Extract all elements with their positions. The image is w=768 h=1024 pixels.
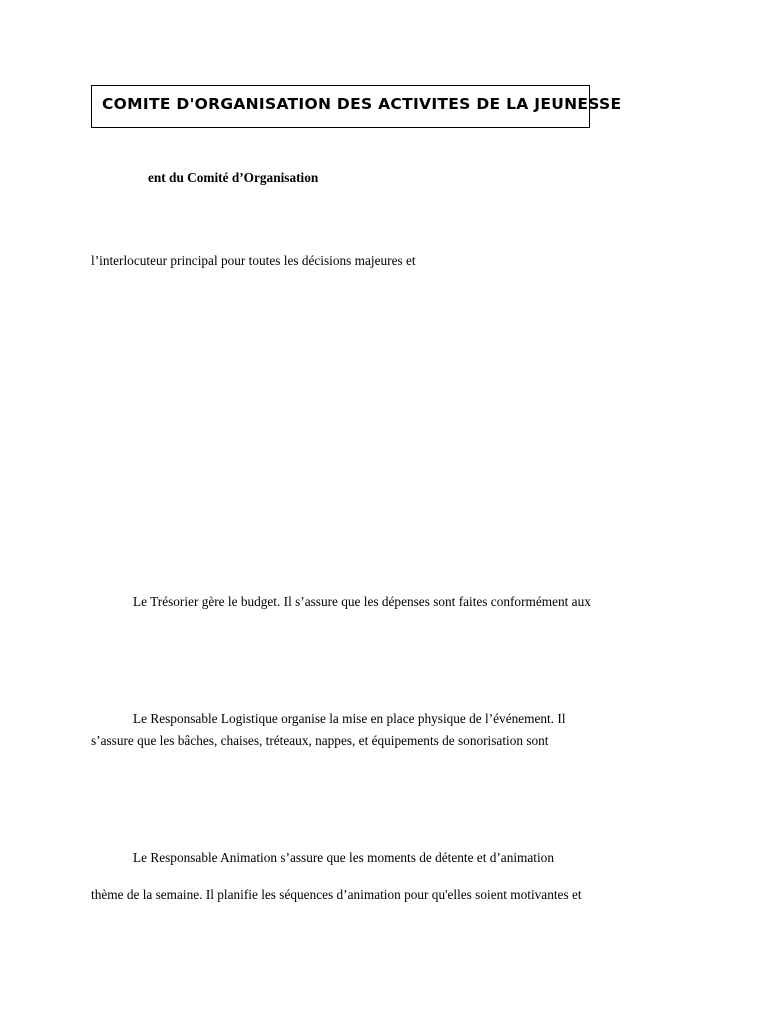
title-box [91, 85, 622, 128]
paragraph-logistique-line-1: Le Responsable Logistique organise la mise en place physique de l’événement. Il [133, 711, 566, 726]
section-subtitle: ent du Comité d’Organisation [148, 170, 319, 185]
paragraph-logistique-line-2: s’assure que les bâches, chaises, tréteaux, nappes, et équipements de sonorisation sont [91, 733, 549, 748]
paragraph-tresorier-line: Le Trésorier gère le budget. Il s’assure que les dépenses sont faites conformément aux [133, 594, 591, 609]
paragraph-president-line: l’interlocuteur principal pour toutes les décisions majeures et [91, 253, 416, 268]
paragraph-animation-line-2: thème de la semaine. Il planifie les séquences d’animation pour qu'elles soient motivantes et [91, 887, 582, 902]
paragraph-animation-line-1: Le Responsable Animation s’assure que les moments de détente et d’animation [133, 850, 554, 865]
document-title: COMITE D'ORGANISATION DES ACTIVITES DE LA JEUNESSE [102, 95, 622, 113]
